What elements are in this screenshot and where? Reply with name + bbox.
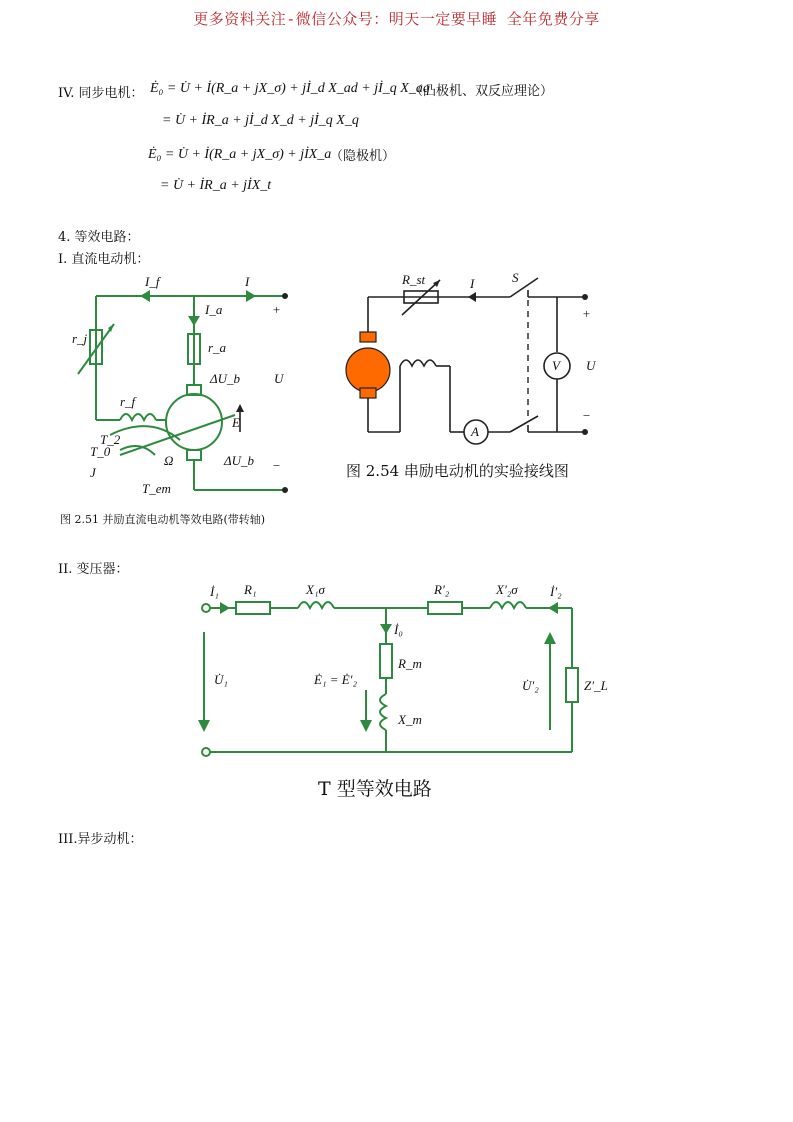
transformer-circuit-diagram (192, 580, 612, 760)
fig-2-51-caption: 图 2.51 并励直流电动机等效电路(带转轴) (60, 513, 266, 526)
tx-label-ZL: Z′_L (584, 678, 608, 693)
fig251-label-I: I (245, 274, 250, 289)
fig254-label-S: S (512, 270, 519, 285)
banner-text: 更多资料关注-微信公众号：明天一定要早睡 全年免费分享 (193, 10, 600, 28)
sync-equation-1: Ė₀ = U̇ + İ(R_a + jX_σ) + jİ_d X_ad + jİ_q X_aq (150, 81, 430, 96)
fig251-label-minus: − (272, 458, 281, 473)
sync-equation-3-note: （隐极机） (330, 148, 396, 163)
fig-2-54-diagram (340, 270, 610, 450)
tx-label-I1: İ₁ (210, 584, 219, 599)
fig-2-54-caption: 图 2.54 串励电动机的实验接线图 (346, 462, 569, 480)
fig251-label-Omega: Ω (164, 453, 174, 468)
transformer-caption: T 型等效电路 (318, 778, 432, 800)
async-motor-heading: III.异步动机： (58, 832, 143, 847)
fig254-label-minus: − (582, 408, 591, 423)
fig254-label-I: I (470, 276, 475, 291)
tx-label-R1: R₁ (244, 582, 257, 597)
fig251-label-T0: T_0 (90, 444, 111, 459)
tx-label-X1s: X₁σ (306, 582, 325, 597)
tx-label-I2p: İ′₂ (550, 584, 562, 599)
fig251-label-Ia: I_a (205, 302, 223, 317)
fig251-label-rj: r_j (72, 331, 88, 346)
sync-equation-1-note: （凸极机、双反应理论） (410, 83, 554, 98)
tx-label-I0: İ₀ (394, 622, 403, 637)
section-4-heading: 4. 等效电路： (58, 230, 140, 245)
fig251-label-If: I_f (145, 274, 160, 289)
fig254-label-U: U (586, 358, 596, 373)
fig254-label-V: V (552, 358, 560, 373)
fig251-label-T2: T_2 (100, 432, 121, 447)
fig251-label-ra: r_a (208, 340, 227, 355)
sync-heading: IV. 同步电机： (58, 86, 144, 101)
dc-motor-heading: I. 直流电动机： (58, 252, 150, 267)
tx-label-E1: Ė₁ = Ė′₂ (314, 672, 358, 687)
tx-label-U2p: U̇′₂ (522, 678, 539, 693)
tx-label-Xm: X_m (398, 712, 422, 727)
fig251-label-J: J (90, 465, 96, 480)
fig251-label-dUb-bot: ΔU_b (224, 453, 255, 468)
tx-label-Rm: R_m (398, 656, 422, 671)
transformer-heading: II. 变压器： (58, 562, 129, 577)
sync-equation-4: = U̇ + İR_a + jİX_t (160, 178, 272, 193)
fig251-label-plus: + (272, 302, 281, 317)
tx-label-U1: U̇₁ (214, 672, 228, 687)
sync-equation-2: = U̇ + İR_a + jİ_d X_d + jİ_q X_q (162, 113, 359, 128)
sync-equation-3: Ė₀ = U̇ + İ(R_a + jX_σ) + jİX_a (148, 147, 332, 162)
fig251-label-Tem: T_em (142, 481, 171, 496)
fig-2-51-diagram (60, 270, 310, 505)
fig251-label-dUb-top: ΔU_b (210, 371, 241, 386)
fig254-label-Rst: R_st (402, 272, 426, 287)
fig251-label-E: E (232, 415, 240, 430)
tx-label-R2p: R′₂ (434, 582, 450, 597)
tx-label-X2sp: X′₂σ (496, 582, 518, 597)
fig254-label-plus: + (582, 306, 591, 321)
fig251-label-rf: r_f (120, 394, 136, 409)
fig254-label-A: A (471, 424, 479, 439)
fig251-label-U: U (274, 371, 284, 386)
